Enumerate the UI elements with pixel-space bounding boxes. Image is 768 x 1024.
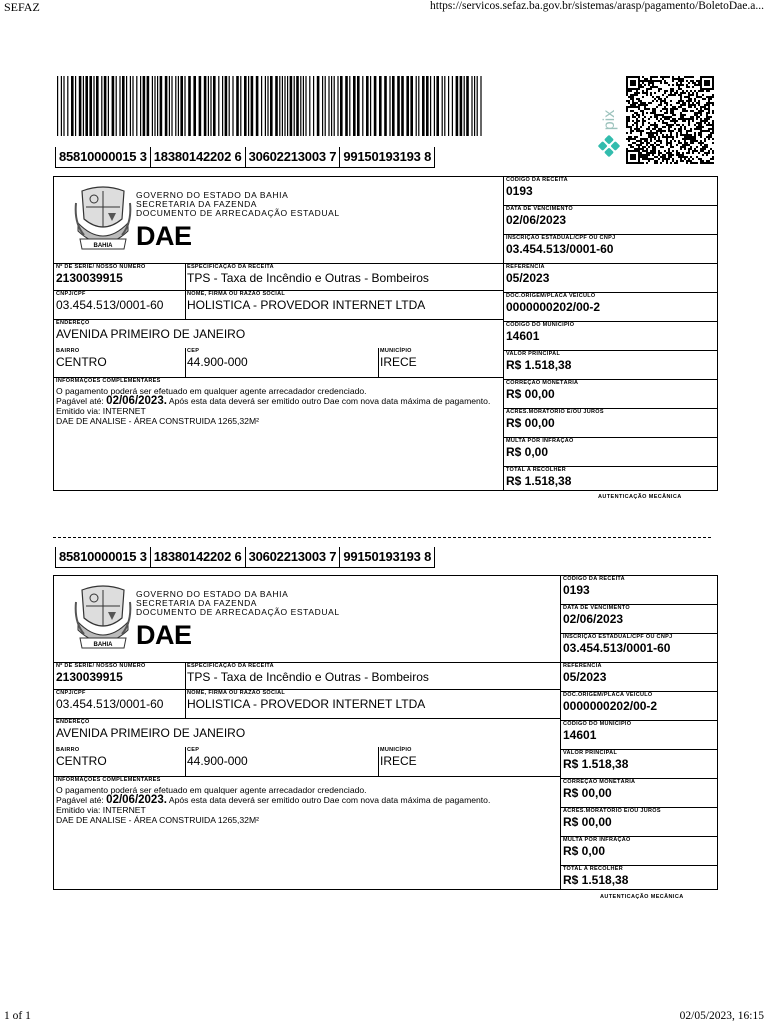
- valor-principal-cell: VALOR PRINCIPAL R$ 1.518,38: [504, 351, 718, 380]
- info-text: O pagamento poderá ser efetuado em qualquer agente arrecadador credenciado. Pagável até: 02/06/2023. Após esta data deverá ser emitido outro Dae com nova data máxima de pagamento. Emitido via: INTERNET DAE DE ANALISE - ÁREA CONSTRUIDA 1265,32M²: [56, 785, 491, 825]
- cep: 44.900-000: [187, 355, 248, 369]
- info-cell: INFORMAÇÕES COMPLEMENTARES O pagamento poderá ser efetuado em qualquer agente arrecadador credenciado. Pagável até: 02/06/2023. Após esta data deverá ser emitido outro Dae com nova data máxima de pagamento. Emitido via: INTERNET DAE DE ANALISE - ÁREA CONSTRUIDA 1265,32M²: [54, 776, 561, 889]
- codigo-municipio-cell: CÓDIGO DO MUNICÍPIO 14601: [561, 721, 718, 750]
- doc-type-title: DAE: [136, 620, 192, 650]
- cep-cell: CEP 44.900-000: [185, 747, 379, 776]
- dae-right-column: [503, 177, 718, 490]
- nosso-numero-cell: Nº DE SÉRIE/ NOSSO NÚMERO 2130039915: [54, 263, 186, 291]
- juros-cell: ACRÉS.MORATÓRIO E/OU JUROS R$ 00,00: [504, 409, 718, 438]
- cnpj-cell: CNPJ/CPF 03.454.513/0001-60: [54, 290, 186, 319]
- bahia-coat-of-arms-icon: [74, 582, 132, 654]
- org-line-1: GOVERNO DO ESTADO DA BAHIA: [136, 190, 289, 200]
- correcao-cell: CORREÇÃO MONETÁRIA R$ 00,00: [561, 779, 718, 808]
- referencia-cell: REFERÊNCIA 05/2023: [561, 663, 718, 692]
- svg-text:BAHIA: BAHIA: [93, 642, 113, 648]
- org-line-3: DOCUMENTO DE ARRECADAÇÃO ESTADUAL: [136, 208, 340, 218]
- doc-origem-cell: DOC.ORIGEM/PLACA VEÍCULO 0000000202/00-2: [504, 293, 718, 322]
- municipio: IRECE: [380, 355, 417, 369]
- inscricao-cell: INSCRIÇÃO ESTADUAL/CPF OU CNPJ 03.454.513/0001-60: [504, 235, 718, 264]
- correcao-cell: CORREÇÃO MONETÁRIA R$ 00,00: [504, 380, 718, 409]
- nome: HOLISTICA - PROVEDOR INTERNET LTDA: [187, 298, 426, 312]
- multa-cell: MULTA POR INFRAÇÃO R$ 0,00: [561, 837, 718, 866]
- bahia-coat-of-arms-icon: [74, 183, 132, 255]
- vencimento-cell: DATA DE VENCIMENTO 02/06/2023: [504, 206, 718, 235]
- digitable-block-1: 85810000015 3: [56, 147, 151, 167]
- especificacao-cell: ESPECIFICAÇÃO DA RECEITA TPS - Taxa de Incêndio e Outras - Bombeiros: [185, 263, 503, 291]
- dae-left-column-copy: [54, 576, 561, 889]
- pix-qr-code: [626, 76, 714, 164]
- valor-principal-cell: VALOR PRINCIPAL R$ 1.518,38: [561, 750, 718, 779]
- municipio-cell: MUNICÍPIO IRECE: [380, 747, 417, 768]
- browser-title: SEFAZ: [4, 0, 40, 14]
- endereco-cell: ENDEREÇO AVENIDA PRIMEIRO DE JANEIRO: [54, 319, 503, 348]
- cnpj: 03.454.513/0001-60: [56, 298, 164, 312]
- dae-header-copy: [54, 576, 503, 663]
- page-counter: 1 of 1: [4, 1010, 31, 1022]
- org-line-2: SECRETARIA DA FAZENDA: [136, 199, 258, 209]
- especificacao: TPS - Taxa de Incêndio e Outras - Bombeiros: [187, 271, 429, 285]
- digitable-block-3: 30602213003 7: [246, 147, 341, 167]
- vencimento-cell: DATA DE VENCIMENTO 02/06/2023: [561, 605, 718, 634]
- cnpj-cell: CNPJ/CPF 03.454.513/0001-60: [54, 689, 186, 718]
- nome-cell: NOME, FIRMA OU RAZÃO SOCIAL HOLISTICA - PROVEDOR INTERNET LTDA: [185, 689, 561, 718]
- codigo-municipio-cell: CÓDIGO DO MUNICÍPIO 14601: [504, 322, 718, 351]
- dae-form-copy: [53, 575, 718, 890]
- digitable-line-copy: 85810000015 3 18380142202 6 30602213003 7 99150193193 8: [55, 547, 435, 568]
- juros-cell: ACRÉS.MORATÓRIO E/OU JUROS R$ 00,00: [561, 808, 718, 837]
- print-datetime: 02/05/2023, 16:15: [679, 1010, 764, 1022]
- doc-origem-cell: DOC.ORIGEM/PLACA VEÍCULO 0000000202/00-2: [561, 692, 718, 721]
- referencia-cell: REFERÊNCIA 05/2023: [504, 264, 718, 293]
- digitable-block-4: 99150193193 8: [340, 147, 435, 167]
- bairro: CENTRO: [56, 355, 107, 369]
- codigo-receita-cell: CÓDIGO DA RECEITA 0193: [504, 177, 718, 206]
- endereco: AVENIDA PRIMEIRO DE JANEIRO: [56, 327, 246, 341]
- autenticacao-label-copy: AUTENTICAÇÃO MECÂNICA: [600, 894, 684, 900]
- pix-text: pix: [601, 109, 618, 131]
- municipio-cell: MUNICÍPIO IRECE: [378, 348, 503, 377]
- bairro-cell: BAIRRO CENTRO: [54, 348, 186, 377]
- cep-cell: CEP 44.900-000: [185, 348, 379, 377]
- endereco-cell: ENDEREÇO AVENIDA PRIMEIRO DE JANEIRO: [54, 718, 561, 747]
- doc-type-title: DAE: [136, 221, 192, 251]
- org-text: [136, 191, 340, 218]
- digitable-block-2: 18380142202 6: [151, 147, 246, 167]
- crest-text: BAHIA: [93, 243, 113, 249]
- nosso-numero: 2130039915: [56, 271, 123, 285]
- nome-cell: NOME, FIRMA OU RAZÃO SOCIAL HOLISTICA - PROVEDOR INTERNET LTDA: [185, 290, 503, 319]
- cut-line: [53, 537, 711, 538]
- nosso-numero-cell: Nº DE SÉRIE/ NOSSO NÚMERO 2130039915: [54, 662, 186, 690]
- bairro-cell: BAIRRO CENTRO: [54, 747, 186, 776]
- dae-header: [54, 177, 503, 264]
- dae-form: [53, 176, 718, 491]
- browser-url: https://servicos.sefaz.ba.gov.br/sistemas/arasp/pagamento/BoletoDae.a...: [430, 0, 764, 12]
- barcode: [57, 76, 482, 136]
- pix-logo: [596, 90, 622, 160]
- total-cell: TOTAL A RECOLHER R$ 1.518,38: [506, 467, 572, 488]
- org-text: GOVERNO DO ESTADO DA BAHIA SECRETARIA DA FAZENDA DOCUMENTO DE ARRECADAÇÃO ESTADUAL: [136, 589, 340, 617]
- inscricao-cell: INSCRIÇÃO ESTADUAL/CPF OU CNPJ 03.454.513/0001-60: [561, 634, 718, 663]
- digitable-line: [55, 147, 435, 168]
- info-text: O pagamento poderá ser efetuado em qualquer agente arrecadador credenciado. Pagável até: 02/06/2023. Após esta data deverá ser emitido outro Dae com nova data máxima de pagamento. Emitido via: INTERNET DAE DE ANALISE - ÁREA CONSTRUIDA 1265,32M²: [56, 386, 491, 426]
- dae-left-column: [54, 177, 504, 490]
- info-cell: INFORMAÇÕES COMPLEMENTARES O pagamento poderá ser efetuado em qualquer agente arrecadador credenciado. Pagável até: 02/06/2023. Após esta data deverá ser emitido outro Dae com nova data máxima de pagamento. Emitido via: INTERNET DAE DE ANALISE - ÁREA CONSTRUIDA 1265,32M²: [54, 377, 503, 490]
- dae-right-column-copy: [560, 576, 718, 889]
- autenticacao-label: AUTENTICAÇÃO MECÂNICA: [598, 494, 682, 500]
- total-cell: TOTAL A RECOLHER R$ 1.518,38: [563, 866, 629, 887]
- multa-cell: MULTA POR INFRAÇÃO R$ 0,00: [504, 438, 718, 467]
- codigo-receita-cell: CÓDIGO DA RECEITA 0193: [561, 576, 718, 605]
- especificacao-cell: ESPECIFICAÇÃO DA RECEITA TPS - Taxa de Incêndio e Outras - Bombeiros: [185, 662, 561, 690]
